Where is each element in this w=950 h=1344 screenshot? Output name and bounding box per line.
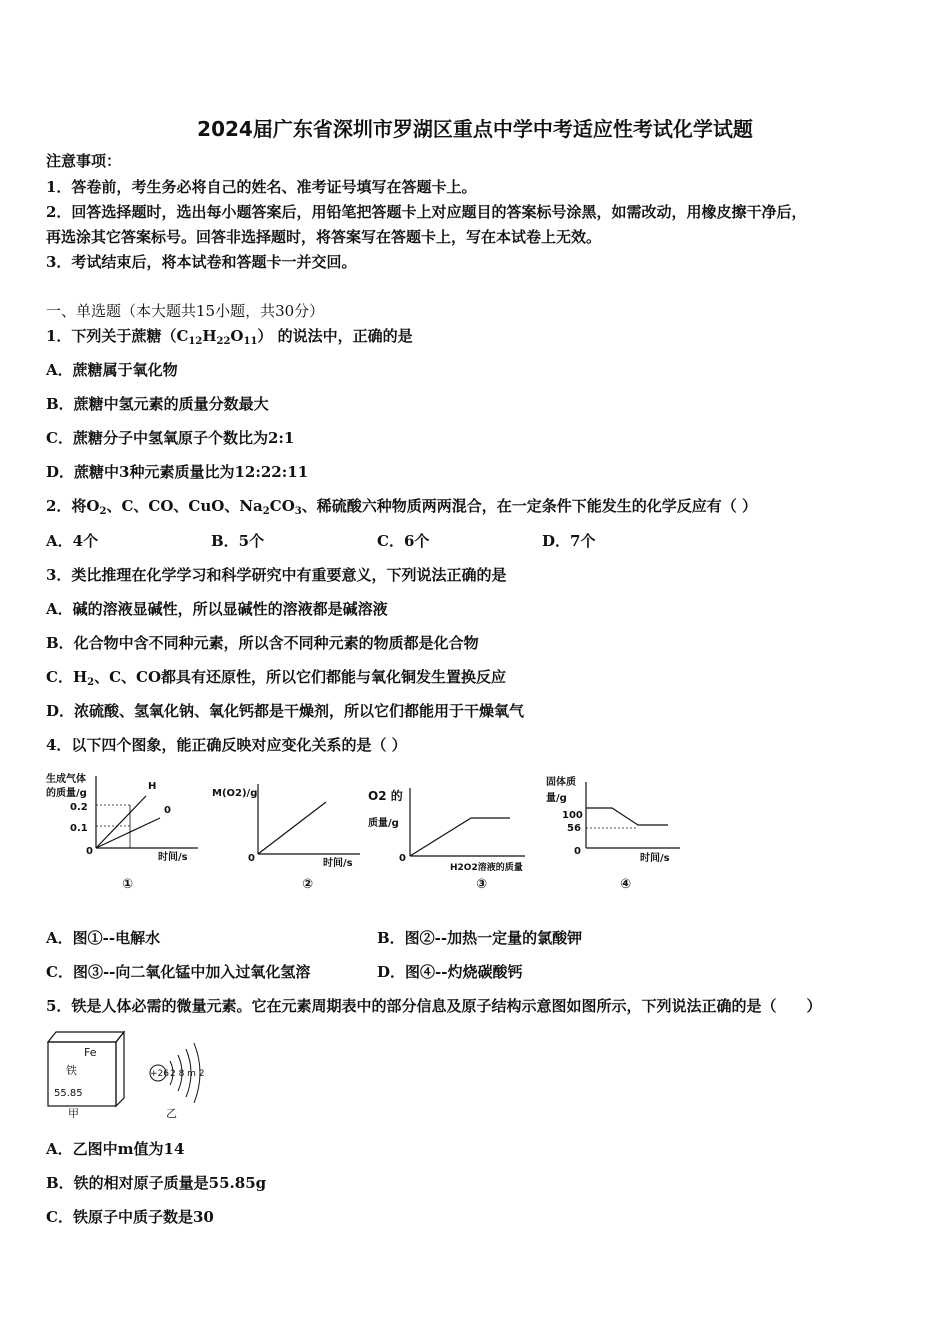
graph-2-ylabel: M(O2)/g xyxy=(212,788,258,799)
question-4-stem: 4．以下四个图象，能正确反映对应变化关系的是（ ） xyxy=(46,736,407,754)
graph-1-xlabel: 时间/s xyxy=(158,852,188,863)
question-3-option-d[interactable]: D．浓硫酸、氢氧化钠、氧化钙都是干燥剂，所以它们都能用于干燥氧气 xyxy=(46,702,525,720)
question-4-option-a[interactable]: A．图①--电解水 xyxy=(46,929,161,947)
question-4-option-b[interactable]: B．图②--加热一定量的氯酸钾 xyxy=(377,929,583,947)
graph-3-xlabel: H2O2溶液的质量 xyxy=(450,863,523,873)
graph-1-lines xyxy=(96,776,198,848)
question-3-option-b[interactable]: B．化合物中含不同种元素，所以含不同种元素的物质都是化合物 xyxy=(46,634,479,652)
question-2-option-c[interactable]: C．6个 xyxy=(377,532,430,550)
question-1-option-b[interactable]: B．蔗糖中氢元素的质量分数最大 xyxy=(46,395,269,413)
question-3-stem: 3．类比推理在化学学习和科学研究中有重要意义，下列说法正确的是 xyxy=(46,566,507,584)
notice-item-1: 1．答卷前，考生务必将自己的姓名、准考证号填写在答题卡上。 xyxy=(46,178,477,196)
question-1-stem: 1．下列关于蔗糖$(C_{12}H_{22}O_{11})$ 的说法中，正确的是 xyxy=(46,327,413,347)
notice-item-2: 2．回答选择题时，选出每小题答案后，用铅笔把答题卡上对应题目的答案标号涂黑，如需改动，用橡皮擦干净后， xyxy=(46,203,807,221)
notice-heading: 注意事项： xyxy=(46,152,122,170)
graph-3-origin: 0 xyxy=(399,853,406,864)
graph-3-ylabel: O2 的 xyxy=(368,789,403,803)
periodic-table-cell xyxy=(48,1032,124,1120)
question-5-option-c[interactable]: C．铁原子中质子数是30 xyxy=(46,1208,214,1226)
figure-caption-yi: 乙 xyxy=(166,1107,177,1120)
question-4-graphs xyxy=(40,768,700,898)
graph-1-line-label-o: 0 xyxy=(164,805,171,816)
graph-4-ylabel: 固体质 xyxy=(546,777,576,788)
graph-1-number: ① xyxy=(122,877,134,892)
graph-2-lines xyxy=(258,784,360,854)
atom-shells: 2 8 m 2 xyxy=(170,1069,205,1079)
question-3-option-c[interactable]: C．$H_2$、C、CO都具有还原性，所以它们都能与氧化铜发生置换反应 xyxy=(46,668,507,688)
question-2-option-d[interactable]: D．7个 xyxy=(542,532,596,550)
question-5-stem: 5．铁是人体必需的微量元素。它在元素周期表中的部分信息及原子结构示意图如图所示，下列说法正确的是（ ） xyxy=(46,997,822,1015)
graph-3-ylabel-2: 质量/g xyxy=(368,818,399,829)
graph-3 xyxy=(368,788,523,892)
question-1-option-c[interactable]: C．蔗糖分子中氢氧原子个数比为2:1 xyxy=(46,429,295,447)
question-5-figures xyxy=(40,1028,220,1120)
graph-4-ylabel-2: 量/g xyxy=(546,793,567,804)
graph-1-tick-hi: 0.2 xyxy=(70,802,88,813)
figure-caption-jia: 甲 xyxy=(68,1107,79,1120)
section-heading: 一、单选题（本大题共15小题，共30分） xyxy=(46,302,325,320)
graph-2-number: ② xyxy=(302,877,314,892)
question-3-option-a[interactable]: A．碱的溶液显碱性，所以显碱性的溶液都是碱溶液 xyxy=(46,600,388,618)
question-2-option-b[interactable]: B．5个 xyxy=(211,532,265,550)
question-4-option-c[interactable]: C．图③--向二氧化锰中加入过氧化氢溶 xyxy=(46,963,311,981)
element-name: 铁 xyxy=(66,1064,77,1077)
question-2-stem: 2．将$O_2$、C、CO、CuO、$Na_2CO_3$、稀硫酸六种物质两两混合，在一定条件下能发生的化学反应有（ ） xyxy=(46,497,757,517)
graph-1-ylabel: 生成气体 xyxy=(46,774,86,785)
question-2-option-a[interactable]: A．4个 xyxy=(46,532,99,550)
element-symbol: Fe xyxy=(84,1046,97,1059)
question-1-option-d[interactable]: D．蔗糖中3种元素质量比为12:22:11 xyxy=(46,463,309,481)
graph-1-origin: 0 xyxy=(86,846,93,857)
graph-3-lines xyxy=(410,788,525,856)
graph-4-lines xyxy=(586,782,680,848)
graph-4-origin: 0 xyxy=(574,846,581,857)
graph-4-tick-lo: 56 xyxy=(567,823,581,834)
graph-4 xyxy=(546,775,670,892)
graph-4-tick-hi: 100 xyxy=(562,810,583,821)
page-title: 2024届广东省深圳市罗湖区重点中学中考适应性考试化学试题 xyxy=(197,117,753,141)
question-1-option-a[interactable]: A．蔗糖属于氧化物 xyxy=(46,361,178,379)
graph-4-xlabel: 时间/s xyxy=(640,853,670,864)
element-mass: 55.85 xyxy=(54,1088,83,1099)
notice-item-2-cont: 再选涂其它答案标号。回答非选择题时，将答案写在答题卡上，写在本试卷上无效。 xyxy=(46,228,602,246)
notice-item-3: 3．考试结束后，将本试卷和答题卡一并交回。 xyxy=(46,253,357,271)
graph-4-number: ④ xyxy=(620,877,632,892)
graph-2 xyxy=(212,788,353,892)
graph-3-number: ③ xyxy=(476,877,488,892)
graph-1-tick-lo: 0.1 xyxy=(70,823,88,834)
graph-2-xlabel: 时间/s xyxy=(323,858,353,869)
graph-2-origin: 0 xyxy=(248,853,255,864)
graph-1-ylabel-2: 的质量/g xyxy=(46,788,87,799)
question-5-option-a[interactable]: A．乙图中m值为14 xyxy=(46,1140,185,1158)
graph-1-line-label-h: H xyxy=(148,781,157,792)
atom-nucleus: +26 xyxy=(150,1069,169,1079)
graph-1 xyxy=(46,772,188,892)
question-4-option-d[interactable]: D．图④--灼烧碳酸钙 xyxy=(377,963,523,981)
question-5-option-b[interactable]: B．铁的相对原子质量是55.85g xyxy=(46,1174,267,1192)
